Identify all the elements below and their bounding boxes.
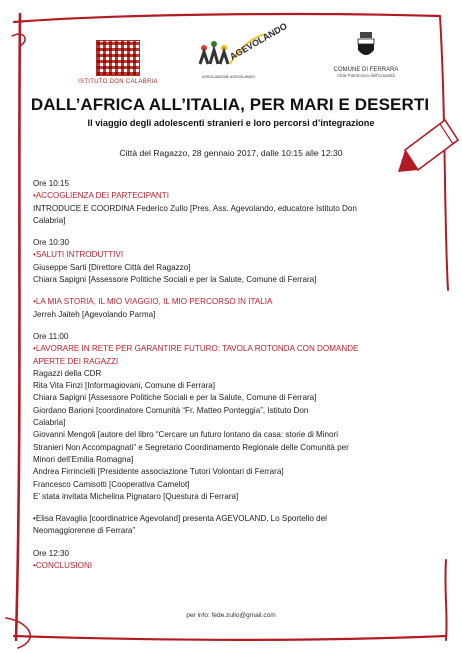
istituto-don-calabria-logo — [78, 40, 158, 85]
session-title: •SALUTI INTRODUTTIVI — [33, 250, 124, 260]
agevolando-logo — [196, 20, 289, 84]
agevolando-figures-icon — [196, 20, 289, 84]
program-line: Giuseppe Sarti [Direttore Città del Ragazzo] — [33, 262, 191, 272]
session-title: •LAVORARE IN RETE PER GARANTIRE FUTURO: TAVOLA ROTONDA CON DOMANDE — [33, 344, 359, 354]
program-line: Calabria] — [33, 418, 66, 428]
session-time: Ore 10:30 — [33, 238, 69, 248]
event-date-place: Città del Ragazzo, 28 gennaio 2017, dalle 10:15 alle 12:30 — [119, 148, 343, 158]
program-line: INTRODUCE E COORDINA Federico Zullo [Pres. Ass. Agevolando, educatore Istituto Don — [33, 203, 357, 213]
session-title: APERTE DEI RAGAZZI — [33, 356, 119, 366]
logo-right-caption: COMUNE DI FERRARA — [333, 67, 399, 73]
logo-middle-caption: ASSOCIAZIONE AGEVOLANDO — [202, 75, 255, 79]
program-line: Jerreh Jaiteh [Agevolando Parma] — [33, 309, 156, 319]
program-line: Ragazzi della CDR — [33, 368, 102, 378]
program-line: •Elisa Ravaglia [coordinatrice Agevoland] presenta AGEVOLAND, Lo Sportello del — [33, 514, 327, 524]
logo-left-caption: ISTITUTO DON CALABRIA — [78, 79, 158, 85]
session-time: Ore 11:00 — [33, 331, 69, 341]
page-title: DALL’AFRICA ALL’ITALIA, PER MARI E DESERTI — [30, 95, 430, 114]
session-time: Ore 12:30 — [33, 548, 69, 558]
program-line: Stranieri Non Accompagnati” e Segretario Coordinamento Regionale delle Comunità per — [33, 442, 349, 452]
program-line: Neomaggiorenne di Ferrara” — [33, 526, 136, 536]
comune-di-ferrara-logo — [326, 32, 406, 78]
ferrara-coat-of-arms-icon — [355, 32, 377, 60]
program-list — [33, 178, 413, 572]
program-line: Chiara Sapigni [Assessore Politiche Sociali e per la Salute, Comune di Ferrara] — [33, 393, 317, 403]
session-title: •CONCLUSIONI — [33, 561, 93, 571]
program-line: Rita Vita Finzi [Informagiovani, Comune di Ferrara] — [33, 381, 216, 391]
program-line: Francesco Camisotti [Cooperativa Camelot] — [33, 479, 190, 489]
program-line: Andrea Firrincielli [Presidente associazione Tutori Volontari di Ferrara] — [33, 467, 284, 477]
session-title: •ACCOGLIENZA DEI PARTECIPANTI — [33, 191, 169, 201]
program-line: Minori dell’Emilia Romagna] — [33, 454, 134, 464]
program-line: Giovanni Mengoli [autore del libro “Cercare un futuro lontano da casa: storie di Minori — [33, 430, 339, 440]
program-line: Calabria] — [33, 215, 66, 225]
program-line: E’ stata invitata Michelina Pignataro [Questura di Ferrara] — [33, 491, 239, 501]
agevolando-wordmark: AGEVOLANDO — [228, 20, 289, 62]
page-subtitle: Il viaggio degli adolescenti stranieri e loro percorsi d’integrazione — [87, 118, 375, 128]
checkered-emblem-icon — [96, 40, 140, 76]
session-title: •LA MIA STORIA, IL MIO VIAGGIO, IL MIO PERCORSO IN ITALIA — [33, 297, 273, 307]
program-line: Chiara Sapigni [Assessore Politiche Sociali e per la Salute, Comune di Ferrara] — [33, 275, 317, 285]
logo-right-subcaption: Città Patrimonio dell'Umanità — [337, 73, 395, 78]
program-line: Giordano Barioni [coordinatore Comunità “Fr. Matteo Ponteggia”, Istituto Don — [33, 405, 309, 415]
session-time: Ore 10:15 — [33, 179, 69, 188]
contact-info: per info: fede.zullo@gmail.com — [186, 612, 276, 619]
